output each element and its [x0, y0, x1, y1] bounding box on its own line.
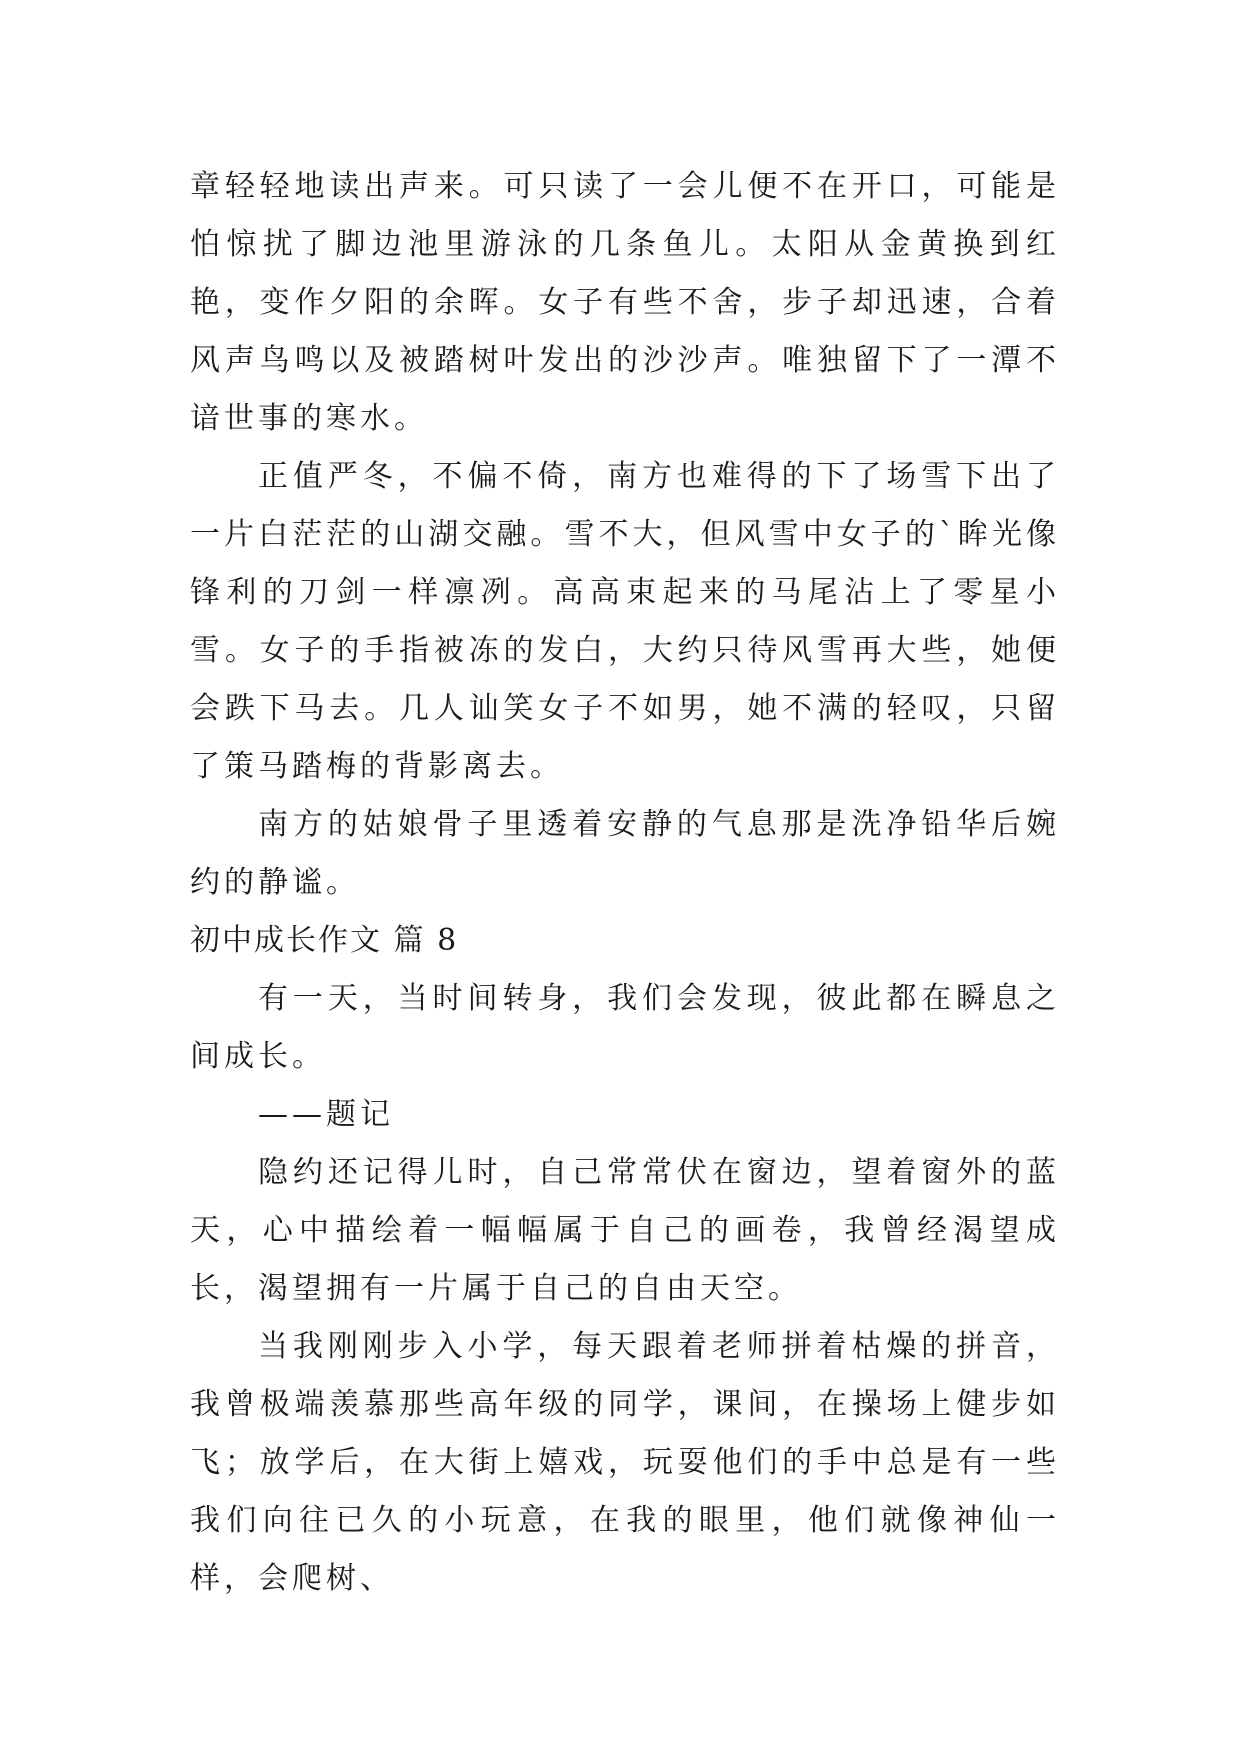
document-body — [190, 158, 1060, 1608]
paragraph-primary-school: 当我刚刚步入小学，每天跟着老师拼着枯燥的拼音，我曾极端羡慕那些高年级的同学，课间，在操场上健步如飞；放学后，在大街上嬉戏，玩耍他们的手中总是有一些我们向往已久的小玩意，在我的眼里，他们就像神仙一样，会爬树、 — [190, 1329, 1060, 1596]
paragraph-continuation: 章轻轻地读出声来。可只读了一会儿便不在开口，可能是怕惊扰了脚边池里游泳的几条鱼儿。太阳从金黄换到红艳，变作夕阳的余晖。女子有些不舍，步子却迅速，合着风声鸟鸣以及被踏树叶发出的沙沙声。唯独留下了一潭不谙世事的寒水。 — [190, 169, 1060, 436]
paragraph-childhood: 隐约还记得儿时，自己常常伏在窗边，望着窗外的蓝天，心中描绘着一幅幅属于自己的画卷，我曾经渴望成长，渴望拥有一片属于自己的自由天空。 — [190, 1155, 1060, 1306]
paragraph-epigraph: 有一天，当时间转身，我们会发现，彼此都在瞬息之间成长。 — [190, 981, 1060, 1074]
epigraph-attribution: ——题记 — [258, 1097, 394, 1132]
paragraph-winter-snow: 正值严冬，不偏不倚，南方也难得的下了场雪下出了一片白茫茫的山湖交融。雪不大，但风雪中女子的`眸光像锋利的刀剑一样凛冽。高高束起来的马尾沾上了零星小雪。女子的手指被冻的发白，大约只待风雪再大些，她便会跌下马去。几人讪笑女子不如男，她不满的轻叹，只留了策马踏梅的背影离去。 — [190, 459, 1060, 784]
paragraph-southern-girl: 南方的姑娘骨子里透着安静的气息那是洗净铅华后婉约的静谧。 — [190, 807, 1060, 900]
section-heading: 初中成长作文 篇 8 — [190, 923, 459, 958]
